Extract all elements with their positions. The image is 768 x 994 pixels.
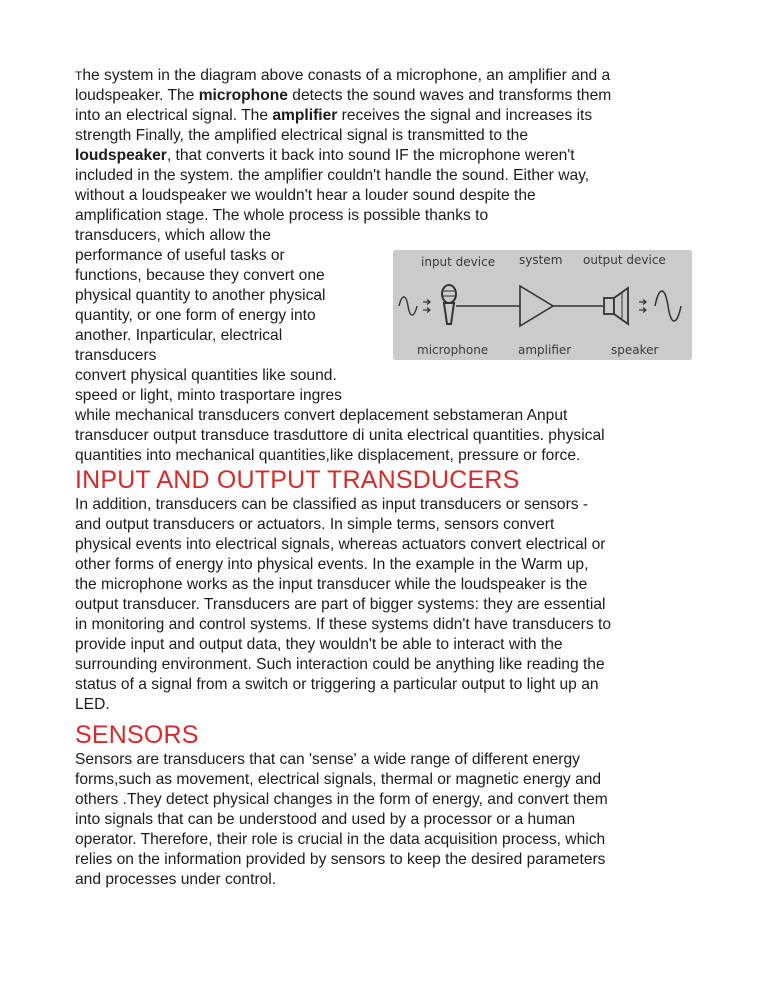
paragraph-line: others .They detect physical changes in the form of energy, and convert them <box>75 791 608 808</box>
intro-line-1-rest: he system in the diagram above conasts of a microphone, an amplifier and a <box>82 67 611 84</box>
intro-line-narrow: performance of useful tasks or <box>75 247 285 264</box>
intro-line: into an electrical signal. The amplifier receives the signal and increases its <box>75 107 593 124</box>
term-amplifier: amplifier <box>272 107 338 124</box>
paragraph-line: forms,such as movement, electrical signals, thermal or magnetic energy and <box>75 771 602 788</box>
intro-line: transducer output transduce trasduttore di unita electrical quantities. physical <box>75 427 605 444</box>
paragraph-line: physical events into electrical signals, whereas actuators convert electrical or <box>75 536 606 553</box>
transducer-diagram-svg <box>393 250 692 360</box>
section-heading-sensors: SENSORS <box>75 721 199 749</box>
paragraph-line: status of a signal from a switch or triggering a particular output to light up an <box>75 676 599 693</box>
paragraph-line: surrounding environment. Such interaction could be anything like reading the <box>75 656 605 673</box>
label-input-device: input device <box>421 255 496 269</box>
paragraph-line: the microphone works as the input transducer while the loudspeaker is the <box>75 576 588 593</box>
intro-line: loudspeaker. The microphone detects the sound waves and transforms them <box>75 87 612 104</box>
paragraph-line: In addition, transducers can be classified as input transducers or sensors - <box>75 496 589 513</box>
paragraph-line: other forms of energy into physical events. In the example in the Warm up, <box>75 556 589 573</box>
paragraph-line: and output transducers or actuators. In simple terms, sensors convert <box>75 516 555 533</box>
intro-line-narrow: convert physical quantities like sound. <box>75 367 337 384</box>
paragraph-line: and processes under control. <box>75 871 277 888</box>
intro-line: strength Finally, the amplified electrical signal is transmitted to the <box>75 127 529 144</box>
label-speaker: speaker <box>611 343 659 357</box>
transducer-diagram <box>393 250 692 360</box>
intro-line <box>75 66 611 86</box>
section-transducers-paragraph <box>75 495 611 715</box>
paragraph-line: LED. <box>75 696 110 713</box>
intro-line-narrow: functions, because they convert one <box>75 267 325 284</box>
intro-line-narrow: physical quantity to another physical <box>75 287 326 304</box>
label-amplifier: amplifier <box>518 343 572 357</box>
intro-line-narrow: quantity, or one form of energy into <box>75 307 316 324</box>
intro-line-narrow: speed or light, minto trasportare ingres <box>75 387 342 404</box>
paragraph-line: provide input and output data, they wouldn't be able to interact with the <box>75 636 563 653</box>
label-microphone: microphone <box>417 343 489 357</box>
intro-line: amplification stage. The whole process is possible thanks to <box>75 207 489 224</box>
intro-line-narrow: transducers, which allow the <box>75 227 271 244</box>
intro-line-narrow: another. Inparticular, electrical <box>75 327 283 344</box>
paragraph-line: into signals that can be understood and used by a processor or a human <box>75 811 576 828</box>
paragraph-line: in monitoring and control systems. If these systems didn't have transducers to <box>75 616 612 633</box>
intro-line: quantities into mechanical quantities,like displacement, pressure or force. <box>75 447 581 464</box>
section-sensors-paragraph <box>75 750 608 890</box>
paragraph-line: operator. Therefore, their role is crucial in the data acquisition process, which <box>75 831 606 848</box>
intro-line: while mechanical transducers convert deplacement sebstameran Anput <box>75 407 568 424</box>
term-microphone: microphone <box>198 87 288 104</box>
intro-line: loudspeaker, that converts it back into sound IF the microphone weren't <box>75 147 575 164</box>
section-heading-transducers: INPUT AND OUTPUT TRANSDUCERS <box>75 466 520 494</box>
paragraph-line: relies on the information provided by sensors to keep the desired parameters <box>75 851 606 868</box>
intro-first-letter: T <box>75 69 83 83</box>
paragraph-line: output transducer. Transducers are part of bigger systems: they are essential <box>75 596 606 613</box>
term-loudspeaker: loudspeaker <box>75 147 167 164</box>
intro-line: without a loudspeaker we wouldn't hear a louder sound despite the <box>75 187 536 204</box>
label-system: system <box>519 253 563 267</box>
intro-line-narrow: transducers <box>75 347 157 364</box>
intro-line: included in the system. the amplifier couldn't handle the sound. Either way, <box>75 167 590 184</box>
paragraph-line: Sensors are transducers that can 'sense' a wide range of different energy <box>75 751 580 768</box>
label-output-device: output device <box>583 253 666 267</box>
